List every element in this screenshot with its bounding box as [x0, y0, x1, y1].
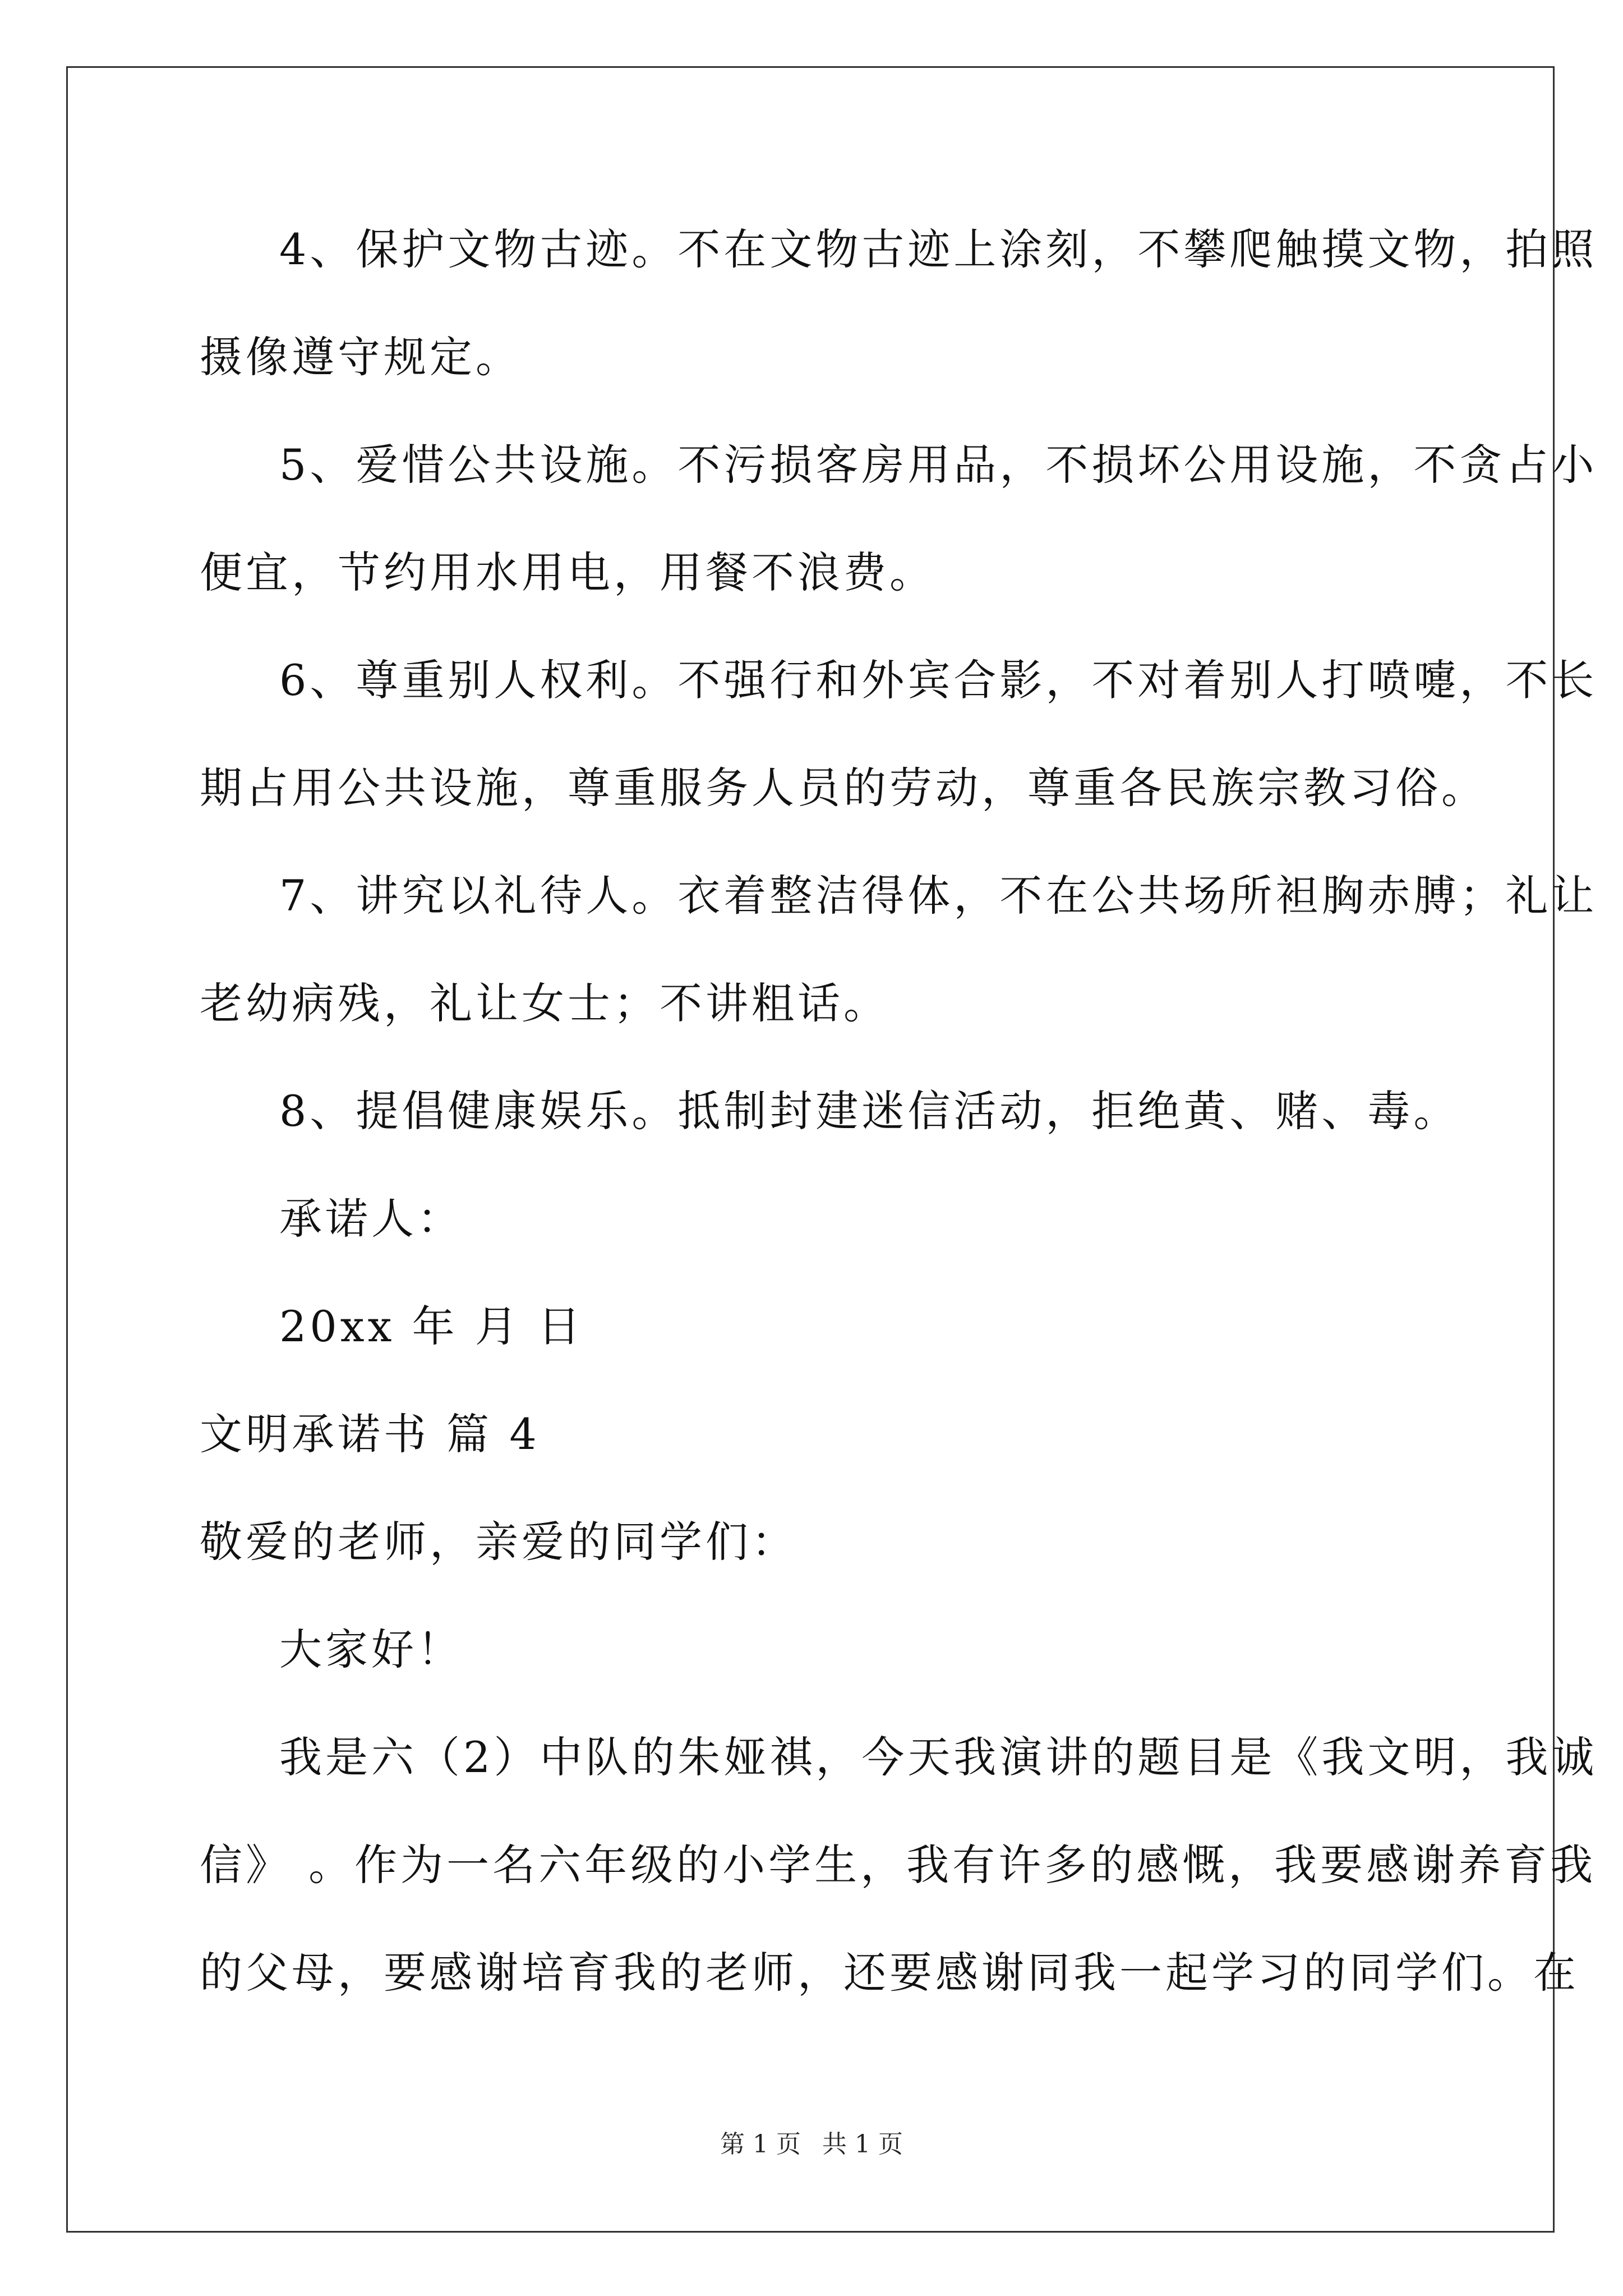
speech-line-1: 我是六（2）中队的朱娅祺，今天我演讲的题目是《我文明，我诚 [279, 1732, 1598, 1782]
speech-line-2: 信》 。作为一名六年级的小学生，我有许多的感慨，我要感谢养育我 [200, 1840, 1597, 1890]
paragraph-8-line-1: 8、提倡健康娱乐。抵制封建迷信活动，拒绝黄、赌、毒。 [279, 1086, 1460, 1136]
page-number-current: 第 1 页 [720, 2130, 801, 2159]
salutation: 敬爱的老师，亲爱的同学们： [200, 1517, 797, 1567]
paragraph-4-line-1: 4、保护文物古迹。不在文物古迹上涂刻，不攀爬触摸文物，拍照 [279, 224, 1598, 274]
paragraph-5-line-1: 5、爱惜公共设施。不污损客房用品，不损坏公用设施，不贪占小 [279, 440, 1598, 490]
page-number-total: 共 1 页 [822, 2130, 903, 2159]
paragraph-7-line-2: 老幼病残，礼让女士；不讲粗话。 [200, 978, 889, 1028]
paragraph-4-line-2: 摄像遵守规定。 [200, 332, 522, 382]
date-line: 20xx 年 月 日 [279, 1301, 584, 1351]
paragraph-6-line-1: 6、尊重别人权利。不强行和外宾合影，不对着别人打喷嚏，不长 [279, 655, 1598, 705]
speech-line-3: 的父母，要感谢培育我的老师，还要感谢同我一起学习的同学们。在 [200, 1948, 1579, 1998]
paragraph-5-line-2: 便宜，节约用水用电，用餐不浪费。 [200, 547, 935, 597]
page-footer [0, 2129, 1623, 2160]
paragraph-6-line-2: 期占用公共设施，尊重服务人员的劳动，尊重各民族宗教习俗。 [200, 763, 1487, 813]
greeting: 大家好！ [279, 1625, 463, 1674]
signer-label: 承诺人： [279, 1194, 463, 1244]
page-frame [66, 66, 1555, 2233]
paragraph-7-line-1: 7、讲究以礼待人。衣着整洁得体，不在公共场所袒胸赤膊；礼让 [279, 871, 1598, 921]
section-title: 文明承诺书 篇 4 [200, 1409, 540, 1459]
